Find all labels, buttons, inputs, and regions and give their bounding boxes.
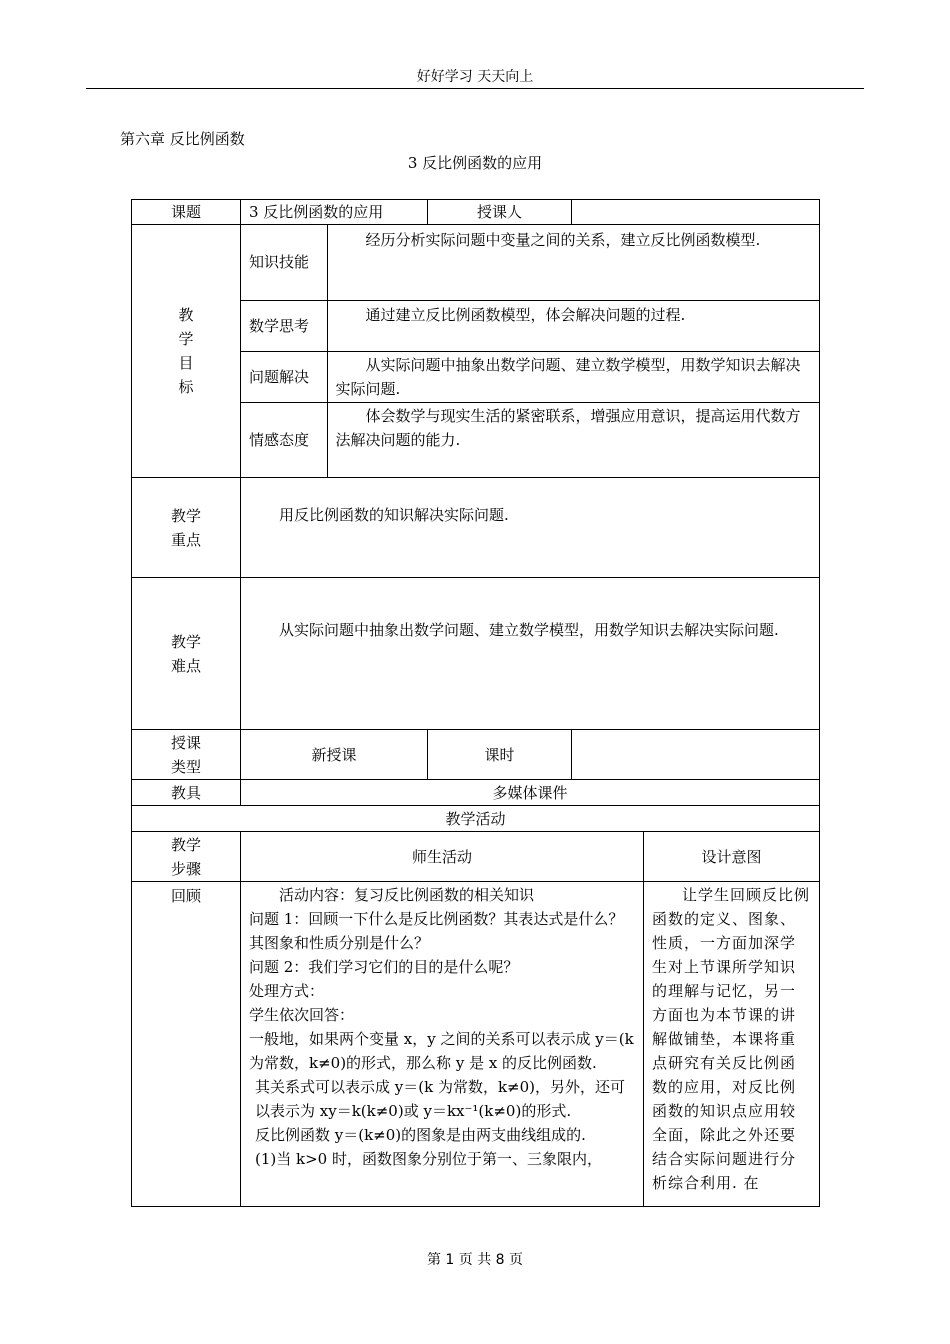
difficulty-label: 教学 难点 [132,578,241,730]
review-line: 学生依次回答： [249,1006,355,1024]
key-point-text: 用反比例函数的知识解决实际问题. [241,478,820,578]
goal-text-knowledge: 经历分析实际问题中变量之间的关系，建立反比例函数模型. [327,225,819,300]
goals-subtable [241,225,820,478]
topic-value: 3 反比例函数的应用 [241,200,428,225]
steps-label: 教学 步骤 [132,832,241,882]
intent-column-header: 设计意图 [644,832,820,882]
review-line: 其关系式可以表示成 y＝(k 为常数，k≠0)，另外，还可以表示为 xy＝k(k≠0)或 y＝kx⁻¹(k≠0)的形式. [255,1078,626,1120]
teacher-label: 授课人 [428,200,572,225]
review-line: 问题 2：我们学习它们的目的是什么呢？ [249,958,519,976]
tools-label: 教具 [132,780,241,806]
document-title: 3 反比例函数的应用 [407,154,543,172]
review-label: 回顾 [132,882,241,1207]
lesson-type-value: 新授课 [241,730,428,780]
review-activity [241,882,644,1207]
goal-text-problem: 从实际问题中抽象出数学问题、建立数学模型，用数学知识去解决实际问题. [327,351,819,402]
page-header: 好好学习 天天向上 [86,66,864,89]
tools-value: 多媒体课件 [241,780,820,806]
goal-text-thinking: 通过建立反比例函数模型，体会解决问题的过程. [327,300,819,351]
review-intent: 让学生回顾反比例函数的定义、图象、性质，一方面加深学生对上节课所学知识的理解与记忆，另一方面也为本节课的讲解做铺垫，本课将重点研究有关反比例函数的应用，对反比例函数的知识点应用较全面，除此之外还要结合实际问题进行分析综合利用. 在 [644,882,820,1207]
goals-label: 教 学 目 标 [132,225,241,478]
teacher-value [572,200,820,225]
key-point-label: 教学 重点 [132,478,241,578]
hours-label: 课时 [428,730,572,780]
review-line: (1)当 k>0 时，函数图象分别位于第一、三象限内， [255,1150,602,1168]
lesson-type-label: 授课 类型 [132,730,241,780]
activity-column-header: 师生活动 [241,832,644,882]
review-line: 活动内容：复习反比例函数的相关知识 [279,886,535,904]
goal-label-attitude: 情感态度 [241,402,327,477]
review-line: 反比例函数 y＝(k≠0)的图象是由两支曲线组成的. [255,1126,586,1144]
activity-heading: 教学活动 [132,806,820,832]
lesson-plan-table [131,199,820,1207]
chapter-title: 第六章 反比例函数 [120,130,245,148]
review-line: 一般地，如果两个变量 x，y 之间的关系可以表示成 y＝(k 为常数，k≠0)的形式，那么称 y 是 x 的反比例函数. [249,1030,634,1072]
topic-label: 课题 [132,200,241,225]
goal-label-problem: 问题解决 [241,351,327,402]
review-line: 问题 1：回顾一下什么是反比例函数？其表达式是什么？其图象和性质分别是什么？ [249,910,624,952]
page-footer: 第 1 页 共 8 页 [426,1252,524,1268]
goal-label-knowledge: 知识技能 [241,225,327,300]
goal-text-attitude: 体会数学与现实生活的紧密联系，增强应用意识，提高运用代数方法解决问题的能力. [335,406,801,449]
difficulty-text: 从实际问题中抽象出数学问题、建立数学模型，用数学知识去解决实际问题. [241,578,820,730]
review-line: 处理方式： [249,982,325,1000]
goal-label-thinking: 数学思考 [241,300,327,351]
hours-value [572,730,820,780]
